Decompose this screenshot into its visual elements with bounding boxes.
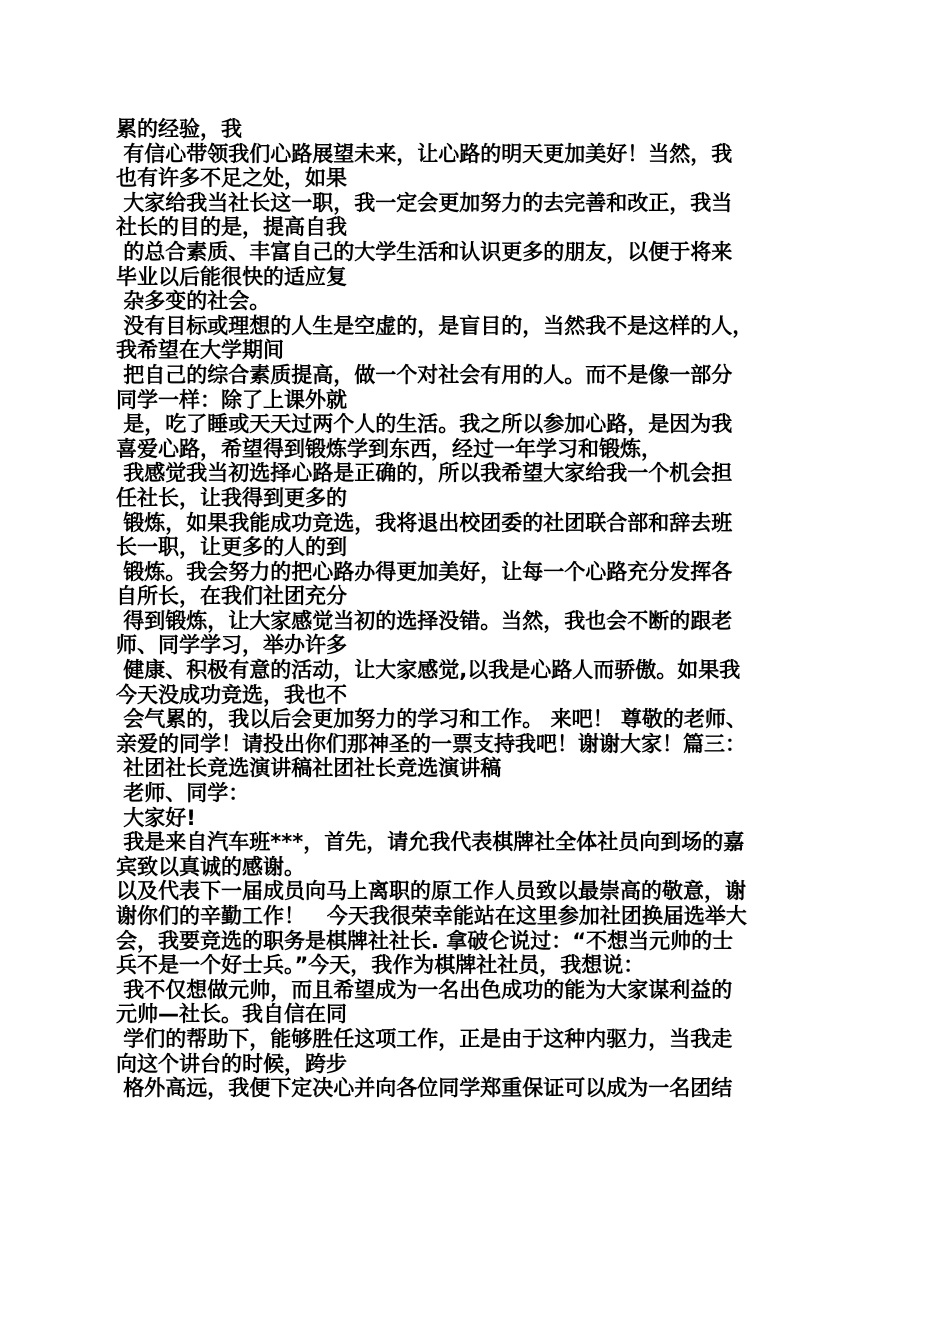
text-line: 是，吃了睡或天天过两个人的生活。我之所以参加心路，是因为我 xyxy=(116,412,733,437)
text-line: 杂多变的社会。 xyxy=(116,289,271,314)
text-line: 锻炼。我会努力的把心路办得更加美好，让每一个心路充分发挥各 xyxy=(116,559,733,584)
text-line: 同学一样：除了上课外就 xyxy=(116,387,347,412)
text-line: 把自己的综合素质提高，做一个对社会有用的人。而不是像一部分 xyxy=(116,362,733,387)
text-line: 学们的帮助下，能够胜任这项工作，正是由于这种内驱力，当我走 xyxy=(116,1026,733,1051)
text-line: 今天没成功竞选，我也不 xyxy=(116,682,347,707)
document-body xyxy=(116,117,846,1101)
text-line: 格外高远，我便下定决心并向各位同学郑重保证可以成为一名团结 xyxy=(116,1076,733,1101)
text-line: 我是来自汽车班***，首先，请允我代表棋牌社全体社员向到场的嘉 xyxy=(116,830,745,855)
text-line: 喜爱心路，希望得到锻炼学到东西，经过一年学习和锻炼， xyxy=(116,436,662,461)
text-line: 任社长，让我得到更多的 xyxy=(116,485,347,510)
text-line: 我希望在大学期间 xyxy=(116,338,284,363)
text-line: 老师、同学： xyxy=(116,781,250,806)
text-line: 兵不是一个好士兵。”今天，我作为棋牌社社员，我想说： xyxy=(116,953,645,978)
text-line: 健康、积极有意的活动，让大家感觉,以我是心路人而骄傲。如果我 xyxy=(116,658,741,683)
text-line: 的总合素质、丰富自己的大学生活和认识更多的朋友，以便于将来 xyxy=(116,239,733,264)
text-line: 也有许多不足之处，如果 xyxy=(116,166,347,191)
text-line: 社长的目的是，提高自我 xyxy=(116,215,347,240)
text-line: 累的经验，我 xyxy=(116,117,242,141)
text-line: 师、同学学习，举办许多 xyxy=(116,633,347,658)
text-line: 自所长，在我们社团充分 xyxy=(116,584,347,609)
text-line: 谢你们的辛勤工作！ 今天我很荣幸能站在这里参加社团换届选举大 xyxy=(116,904,747,928)
text-line: 长一职，让更多的人的到 xyxy=(116,535,347,560)
text-line: 大家好! xyxy=(116,805,196,830)
text-line: 元帅—社长。我自信在同 xyxy=(116,1002,347,1027)
text-line: 亲爱的同学！请投出你们那神圣的一票支持我吧！谢谢大家！篇三： xyxy=(116,731,746,756)
text-line: 宾致以真诚的感谢。 xyxy=(116,854,305,879)
text-line: 以及代表下一届成员向马上离职的原工作人员致以最崇高的敬意，谢 xyxy=(116,879,746,904)
text-line: 社团社长竞选演讲稿社团社长竞选演讲稿 xyxy=(116,756,502,781)
text-line: 有信心带领我们心路展望未来，让心路的明天更加美好！当然，我 xyxy=(116,141,733,166)
text-line: 毕业以后能很快的适应复 xyxy=(116,264,347,289)
text-line: 会，我要竞选的职务是棋牌社社长. 拿破仑说过：“不想当元帅的士 xyxy=(116,928,734,953)
text-line: 我感觉我当初选择心路是正确的，所以我希望大家给我一个机会担 xyxy=(116,461,733,486)
text-line: 会气累的，我以后会更加努力的学习和工作。 来吧！ 尊敬的老师、 xyxy=(116,707,747,732)
text-line: 锻炼，如果我能成功竞选，我将退出校团委的社团联合部和辞去班 xyxy=(116,510,733,535)
text-line: 向这个讲台的时候，跨步 xyxy=(116,1051,347,1076)
text-line: 没有目标或理想的人生是空虚的，是盲目的，当然我不是这样的人， xyxy=(116,313,754,338)
text-line: 我不仅想做元帅，而且希望成为一名出色成功的能为大家谋利益的 xyxy=(116,977,733,1002)
text-line: 得到锻炼，让大家感觉当初的选择没错。当然，我也会不断的跟老 xyxy=(116,608,733,633)
text-line: 大家给我当社长这一职，我一定会更加努力的去完善和改正，我当 xyxy=(116,190,733,215)
